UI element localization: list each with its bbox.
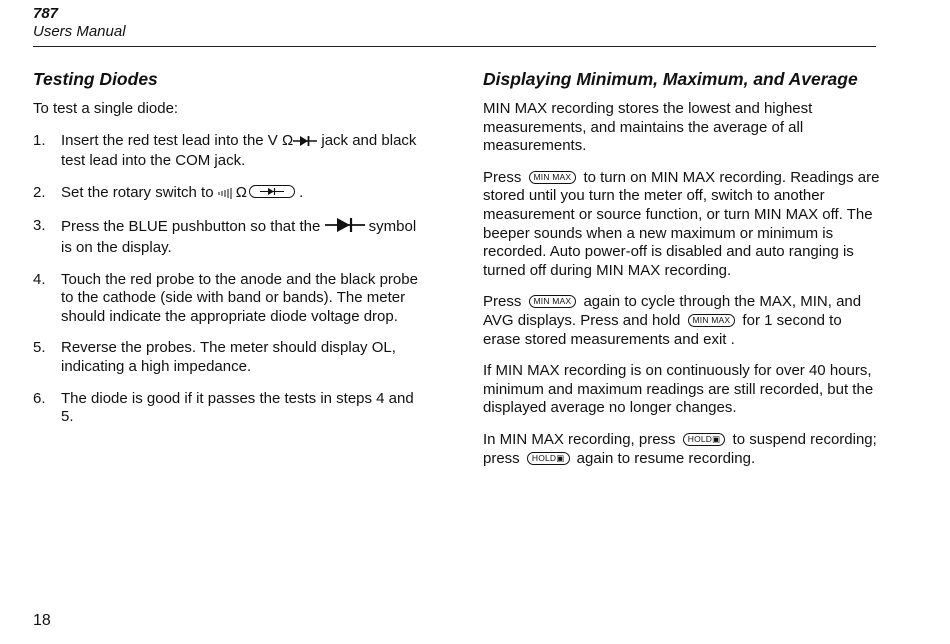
step-1: 1. Insert the red test lead into the V Ω jack and black test lead into the COM jack. bbox=[33, 131, 417, 170]
jack-label: V Ω bbox=[267, 131, 294, 149]
model-number: 787 bbox=[33, 5, 59, 22]
diode-symbol-icon bbox=[293, 134, 317, 153]
diode-steps-list bbox=[33, 132, 423, 427]
running-header bbox=[33, 5, 126, 41]
step-6: 6. The diode is good if it passes the tests in steps 4 and 5. bbox=[33, 389, 414, 426]
hold-indicator-icon: ▣ bbox=[712, 433, 721, 444]
step-number: 3. bbox=[33, 217, 46, 235]
header-rule bbox=[33, 46, 876, 47]
hold-key-icon: HOLD▣ bbox=[527, 452, 570, 465]
paragraph-4: If MIN MAX recording is on continuously for over 40 hours, minimum and maximum readings are still recorded, but the displayed average no longer changes. bbox=[483, 362, 874, 417]
paragraph-1: MIN MAX recording stores the lowest and highest measurements, and maintains the average of all measurements. bbox=[483, 100, 813, 155]
min-max-key-icon: MIN MAX bbox=[529, 295, 577, 308]
min-max-key-icon: MIN MAX bbox=[529, 171, 577, 184]
step-number: 6. bbox=[33, 389, 46, 407]
section-title-testing-diodes: Testing Diodes bbox=[33, 69, 158, 89]
paragraph-3: Press MIN MAX again to cycle through the MAX, MIN, and AVG displays. Press and hold MIN MAX for 1 second to erase stored measurements and exit . bbox=[483, 293, 862, 348]
switch-position-diode-icon bbox=[249, 185, 295, 198]
min-max-section bbox=[483, 68, 883, 481]
ohm-symbol: Ω bbox=[235, 183, 247, 201]
step-5: 5. Reverse the probes. The meter should display OL, indicating a high impedance. bbox=[33, 339, 396, 375]
step-4: 4. Touch the red probe to the anode and the black probe to the cathode (side with band or bands). The meter should indicate the appropriate diode voltage drop. bbox=[33, 270, 418, 325]
paragraph-2: Press MIN MAX to turn on MIN MAX recording. Readings are stored until you turn the meter off, switch to another measurement or source function, or turn MIN MAX off. The beeper sounds when a new maximum or minimum is recorded. Auto power-off is disabled and auto ranging is turned off during MIN MAX recording. bbox=[483, 168, 880, 279]
paragraph-5: In MIN MAX recording, press HOLD▣ to suspend recording; press HOLD▣ again to resume recording. bbox=[483, 430, 877, 467]
step-number: 2. bbox=[33, 183, 46, 201]
hold-key-icon: HOLD▣ bbox=[683, 433, 726, 446]
manual-title: Users Manual bbox=[33, 23, 126, 40]
step-2: 2. Set the rotary switch to Ω . bbox=[33, 184, 423, 205]
section-title-min-max: Displaying Minimum, Maximum, and Average bbox=[483, 69, 858, 89]
step-3: 3. Press the BLUE pushbutton so that the symbol is on the display. bbox=[33, 217, 417, 256]
testing-diodes-section bbox=[33, 68, 423, 440]
step-number: 1. bbox=[33, 131, 46, 149]
diode-symbol-icon bbox=[325, 217, 365, 239]
min-max-key-icon: MIN MAX bbox=[688, 314, 736, 327]
intro-text: To test a single diode: bbox=[33, 100, 179, 117]
step-number: 4. bbox=[33, 270, 46, 288]
page-number: 18 bbox=[33, 612, 51, 629]
continuity-beeper-icon bbox=[218, 186, 236, 205]
step-number: 5. bbox=[33, 339, 46, 357]
hold-indicator-icon: ▣ bbox=[556, 452, 565, 463]
